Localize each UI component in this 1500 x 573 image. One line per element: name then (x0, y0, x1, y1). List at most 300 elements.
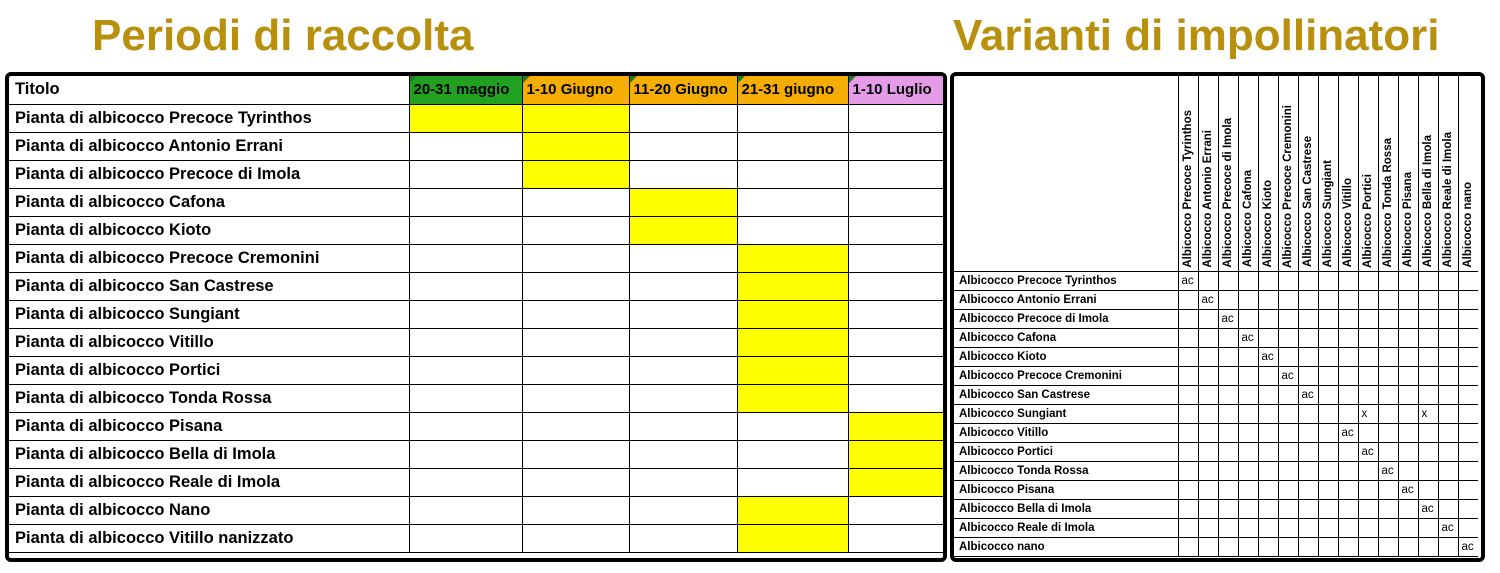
compatibility-cell (1298, 499, 1318, 518)
compatibility-cell (1358, 385, 1378, 404)
compatibility-cell (1318, 290, 1338, 309)
harvest-period-cell (629, 244, 737, 272)
compatibility-cell (1178, 385, 1198, 404)
compatibility-cell (1258, 480, 1278, 499)
compatibility-cell (1338, 404, 1358, 423)
compatibility-cell (1218, 328, 1238, 347)
compatibility-cell (1238, 537, 1258, 556)
harvest-period-cell (409, 160, 522, 188)
harvest-row (9, 440, 943, 468)
compatibility-cell (1458, 518, 1478, 537)
compatibility-cell (1318, 442, 1338, 461)
compatibility-cell (1358, 518, 1378, 537)
compatibility-cell (1378, 518, 1398, 537)
compatibility-cell (1278, 271, 1298, 290)
compatibility-cell (1198, 499, 1218, 518)
pollinator-row (954, 347, 1478, 366)
compatibility-cell: ac (1218, 309, 1238, 328)
compatibility-cell (1378, 271, 1398, 290)
harvest-period-cell (629, 384, 737, 412)
harvest-period-cell (737, 160, 848, 188)
compatibility-cell (1438, 480, 1458, 499)
harvest-period-mark (737, 524, 848, 552)
pollinator-row (954, 423, 1478, 442)
compatibility-cell (1318, 404, 1338, 423)
compatibility-cell (1398, 518, 1418, 537)
pollinator-row-label: Albicocco Precoce Cremonini (954, 366, 1178, 385)
variety-label: Pianta di albicocco Portici (9, 356, 409, 384)
harvest-period-mark (848, 440, 943, 468)
harvest-period-mark (848, 412, 943, 440)
compatibility-cell (1278, 442, 1298, 461)
harvest-period-mark (737, 496, 848, 524)
compatibility-cell (1378, 404, 1398, 423)
compatibility-cell (1378, 423, 1398, 442)
compatibility-cell (1198, 328, 1218, 347)
compatibility-cell (1278, 480, 1298, 499)
compatibility-cell (1438, 271, 1458, 290)
harvest-period-cell (848, 132, 943, 160)
pollinator-row-label: Albicocco Kioto (954, 347, 1178, 366)
compatibility-cell (1378, 480, 1398, 499)
harvest-period-cell (409, 524, 522, 552)
pollinator-column-label: Albicocco Sungiant (1321, 160, 1334, 268)
compatibility-cell (1298, 347, 1318, 366)
compatibility-cell (1198, 537, 1218, 556)
harvest-period-cell (629, 104, 737, 132)
compatibility-cell (1178, 309, 1198, 328)
harvest-period-cell (409, 384, 522, 412)
compatibility-cell (1378, 385, 1398, 404)
compatibility-cell (1298, 480, 1318, 499)
pollinator-row-label: Albicocco Precoce di Imola (954, 309, 1178, 328)
compatibility-cell (1398, 366, 1418, 385)
compatibility-cell (1458, 290, 1478, 309)
compatibility-cell (1258, 385, 1278, 404)
compatibility-cell (1418, 309, 1438, 328)
pollinator-column-label: Albicocco Cafona (1241, 170, 1254, 268)
variety-label: Pianta di albicocco Antonio Errani (9, 132, 409, 160)
compatibility-cell (1218, 347, 1238, 366)
pollinator-column-header (1338, 76, 1358, 271)
pollinator-column-label: Albicocco Pisana (1401, 172, 1414, 268)
compatibility-cell (1338, 461, 1358, 480)
compatibility-cell: ac (1358, 442, 1378, 461)
compatibility-cell (1238, 499, 1258, 518)
compatibility-cell (1258, 366, 1278, 385)
compatibility-cell (1178, 442, 1198, 461)
pollinator-column-header (1198, 76, 1218, 271)
pollinator-row-label: Albicocco Antonio Errani (954, 290, 1178, 309)
harvest-period-cell (522, 468, 629, 496)
pollinator-row (954, 271, 1478, 290)
pollinator-column-header (1178, 76, 1198, 271)
harvest-row (9, 300, 943, 328)
pollinator-column-label: Albicocco Kioto (1261, 179, 1274, 268)
compatibility-cell (1438, 366, 1458, 385)
harvest-period-cell (522, 412, 629, 440)
variety-label: Pianta di albicocco Precoce Cremonini (9, 244, 409, 272)
variety-label: Pianta di albicocco Cafona (9, 188, 409, 216)
compatibility-cell (1198, 480, 1218, 499)
harvest-period-cell (409, 188, 522, 216)
pollinator-variants-title: Varianti di impollinatori (953, 11, 1440, 60)
compatibility-cell (1238, 480, 1258, 499)
compatibility-cell (1178, 499, 1198, 518)
harvest-period-cell (522, 300, 629, 328)
harvest-period-cell (409, 272, 522, 300)
compatibility-cell (1318, 385, 1338, 404)
compatibility-cell: ac (1258, 347, 1278, 366)
compatibility-cell (1358, 366, 1378, 385)
pollinator-column-label: Albicocco Precoce Cremonini (1281, 104, 1294, 268)
compatibility-cell (1418, 328, 1438, 347)
harvest-period-cell (522, 216, 629, 244)
compatibility-cell (1418, 290, 1438, 309)
pollinator-column-header (1218, 76, 1238, 271)
variety-label: Pianta di albicocco San Castrese (9, 272, 409, 300)
compatibility-cell (1318, 480, 1338, 499)
pollinator-row-label: Albicocco Portici (954, 442, 1178, 461)
compatibility-cell (1178, 366, 1198, 385)
compatibility-cell (1198, 442, 1218, 461)
compatibility-cell (1258, 499, 1278, 518)
harvest-period-cell (409, 440, 522, 468)
harvest-period-cell (848, 356, 943, 384)
compatibility-cell (1298, 271, 1318, 290)
harvest-period-cell (522, 524, 629, 552)
compatibility-cell (1458, 328, 1478, 347)
compatibility-cell (1258, 271, 1278, 290)
harvest-period-mark (848, 468, 943, 496)
compatibility-cell (1378, 366, 1398, 385)
compatibility-cell (1298, 461, 1318, 480)
compatibility-cell (1398, 404, 1418, 423)
compatibility-cell (1358, 290, 1378, 309)
pollinator-row-label: Albicocco Tonda Rossa (954, 461, 1178, 480)
variety-label: Pianta di albicocco Kioto (9, 216, 409, 244)
variety-label: Pianta di albicocco Nano (9, 496, 409, 524)
compatibility-cell (1338, 499, 1358, 518)
harvest-period-cell (522, 188, 629, 216)
harvest-period-mark (522, 104, 629, 132)
compatibility-cell (1198, 423, 1218, 442)
compatibility-cell (1458, 499, 1478, 518)
compatibility-cell (1218, 423, 1238, 442)
pollinator-column-label: Albicocco Precoce Tyrinthos (1181, 109, 1194, 268)
pollinator-variants-table-frame (950, 72, 1485, 562)
compatibility-cell (1378, 499, 1398, 518)
compatibility-cell (1238, 442, 1258, 461)
harvest-period-mark (522, 160, 629, 188)
compatibility-cell (1318, 423, 1338, 442)
compatibility-cell (1358, 537, 1378, 556)
compatibility-cell (1458, 385, 1478, 404)
harvest-period-cell (629, 132, 737, 160)
compatibility-cell (1278, 309, 1298, 328)
variety-label: Pianta di albicocco Precoce Tyrinthos (9, 104, 409, 132)
compatibility-cell (1338, 385, 1358, 404)
compatibility-cell: ac (1278, 366, 1298, 385)
compatibility-cell (1398, 537, 1418, 556)
pollinator-column-header (1278, 76, 1298, 271)
compatibility-cell (1338, 328, 1358, 347)
compatibility-cell (1218, 366, 1238, 385)
pollinator-row-label: Albicocco Sungiant (954, 404, 1178, 423)
title-column-header: Titolo (9, 76, 409, 104)
harvest-row (9, 216, 943, 244)
compatibility-cell (1458, 347, 1478, 366)
compatibility-cell (1398, 423, 1418, 442)
compatibility-cell: ac (1458, 537, 1478, 556)
pollinator-row (954, 442, 1478, 461)
harvest-period-cell (522, 440, 629, 468)
compatibility-cell (1358, 423, 1378, 442)
compatibility-cell (1298, 423, 1318, 442)
compatibility-cell (1198, 271, 1218, 290)
harvest-period-mark (737, 244, 848, 272)
harvest-period-cell (848, 216, 943, 244)
compatibility-cell (1178, 537, 1198, 556)
harvest-row (9, 188, 943, 216)
compatibility-cell (1278, 347, 1298, 366)
compatibility-cell (1218, 290, 1238, 309)
compatibility-cell (1298, 309, 1318, 328)
compatibility-cell (1378, 328, 1398, 347)
compatibility-cell (1418, 537, 1438, 556)
compatibility-cell: ac (1178, 271, 1198, 290)
compatibility-cell (1378, 290, 1398, 309)
pollinator-column-label: Albicocco Reale di Imola (1441, 132, 1454, 268)
pollinator-column-label: Albicocco Precoce di Imola (1221, 117, 1234, 268)
harvest-period-cell (848, 160, 943, 188)
compatibility-cell (1358, 461, 1378, 480)
compatibility-cell (1338, 309, 1358, 328)
harvest-period-cell (522, 496, 629, 524)
compatibility-cell (1438, 404, 1458, 423)
compatibility-cell (1258, 309, 1278, 328)
corner-cell (954, 76, 1178, 271)
compatibility-cell (1418, 461, 1438, 480)
pollinator-column-label: Albicocco Bella di Imola (1421, 135, 1434, 268)
harvest-period-cell (522, 272, 629, 300)
compatibility-cell: ac (1378, 461, 1398, 480)
compatibility-cell (1178, 404, 1198, 423)
harvest-row (9, 160, 943, 188)
pollinator-column-header (1298, 76, 1318, 271)
pollinator-row (954, 385, 1478, 404)
harvest-period-cell (848, 496, 943, 524)
pollinator-column-label: Albicocco Portici (1361, 173, 1374, 268)
compatibility-cell (1238, 309, 1258, 328)
compatibility-cell (1458, 271, 1478, 290)
compatibility-cell (1438, 442, 1458, 461)
compatibility-cell (1198, 518, 1218, 537)
compatibility-cell: x (1418, 404, 1438, 423)
compatibility-cell (1398, 290, 1418, 309)
harvest-period-cell (848, 300, 943, 328)
harvest-period-cell (737, 216, 848, 244)
pollinator-column-header (1318, 76, 1338, 271)
period-header: 1-10 Luglio (848, 76, 943, 104)
compatibility-cell (1438, 423, 1458, 442)
harvest-row (9, 244, 943, 272)
compatibility-cell (1218, 461, 1238, 480)
variety-label: Pianta di albicocco Tonda Rossa (9, 384, 409, 412)
harvest-periods-table-frame (5, 72, 947, 562)
compatibility-cell (1398, 347, 1418, 366)
compatibility-cell (1298, 290, 1318, 309)
period-header: 21-31 giugno (737, 76, 848, 104)
pollinator-row (954, 461, 1478, 480)
compatibility-cell (1338, 271, 1358, 290)
compatibility-cell (1398, 271, 1418, 290)
compatibility-cell (1318, 366, 1338, 385)
compatibility-cell (1278, 461, 1298, 480)
compatibility-cell: ac (1198, 290, 1218, 309)
compatibility-cell: ac (1298, 385, 1318, 404)
harvest-period-cell (522, 356, 629, 384)
pollinator-row (954, 404, 1478, 423)
pollinator-column-label: Albicocco San Castrese (1301, 136, 1314, 268)
pollinator-row (954, 290, 1478, 309)
harvest-period-cell (629, 440, 737, 468)
compatibility-cell (1238, 271, 1258, 290)
compatibility-cell: ac (1338, 423, 1358, 442)
harvest-row (9, 356, 943, 384)
harvest-row (9, 328, 943, 356)
compatibility-cell (1358, 309, 1378, 328)
compatibility-cell (1298, 518, 1318, 537)
compatibility-cell (1418, 442, 1438, 461)
compatibility-cell (1458, 309, 1478, 328)
compatibility-cell (1178, 461, 1198, 480)
pollinator-column-label: Albicocco Vitillo (1341, 178, 1354, 268)
compatibility-cell (1278, 404, 1298, 423)
compatibility-cell (1398, 328, 1418, 347)
compatibility-cell (1338, 480, 1358, 499)
compatibility-cell (1398, 385, 1418, 404)
pollinator-row-label: Albicocco Vitillo (954, 423, 1178, 442)
compatibility-cell (1318, 499, 1338, 518)
harvest-period-cell (629, 356, 737, 384)
compatibility-cell (1178, 328, 1198, 347)
harvest-row (9, 412, 943, 440)
pollinator-row (954, 537, 1478, 556)
compatibility-cell (1338, 518, 1358, 537)
compatibility-cell (1318, 461, 1338, 480)
compatibility-cell (1378, 309, 1398, 328)
harvest-row (9, 272, 943, 300)
harvest-period-cell (522, 244, 629, 272)
compatibility-cell (1278, 328, 1298, 347)
compatibility-cell (1338, 537, 1358, 556)
compatibility-cell (1418, 480, 1438, 499)
compatibility-cell (1278, 537, 1298, 556)
pollinator-row (954, 328, 1478, 347)
harvest-row (9, 132, 943, 160)
pollinator-column-header (1398, 76, 1418, 271)
harvest-period-mark (737, 384, 848, 412)
harvest-period-cell (409, 356, 522, 384)
compatibility-cell (1218, 480, 1238, 499)
variety-label: Pianta di albicocco Bella di Imola (9, 440, 409, 468)
period-header: 1-10 Giugno (522, 76, 629, 104)
compatibility-cell (1458, 480, 1478, 499)
compatibility-cell (1358, 499, 1378, 518)
compatibility-cell (1218, 518, 1238, 537)
compatibility-cell (1398, 442, 1418, 461)
harvest-period-cell (629, 272, 737, 300)
harvest-period-cell (737, 412, 848, 440)
harvest-period-cell (737, 188, 848, 216)
pollinator-column-label: Albicocco nano (1461, 181, 1474, 268)
harvest-period-cell (629, 524, 737, 552)
harvest-period-cell (522, 384, 629, 412)
compatibility-cell (1238, 366, 1258, 385)
harvest-period-cell (737, 468, 848, 496)
harvest-header-row (9, 76, 943, 104)
period-header: 20-31 maggio (409, 76, 522, 104)
harvest-period-mark (629, 188, 737, 216)
compatibility-cell (1238, 423, 1258, 442)
compatibility-cell: x (1358, 404, 1378, 423)
harvest-period-cell (409, 132, 522, 160)
harvest-period-cell (848, 188, 943, 216)
pollinator-column-header (1418, 76, 1438, 271)
pollinator-row-label: Albicocco Reale di Imola (954, 518, 1178, 537)
compatibility-cell (1218, 499, 1238, 518)
compatibility-cell: ac (1398, 480, 1418, 499)
compatibility-cell (1378, 442, 1398, 461)
pollinator-row-label: Albicocco Cafona (954, 328, 1178, 347)
variety-label: Pianta di albicocco Pisana (9, 412, 409, 440)
harvest-period-cell (629, 496, 737, 524)
compatibility-cell (1258, 404, 1278, 423)
pollinator-row (954, 499, 1478, 518)
compatibility-cell (1258, 328, 1278, 347)
compatibility-cell (1418, 423, 1438, 442)
compatibility-cell (1258, 290, 1278, 309)
harvest-period-mark (409, 104, 522, 132)
harvest-period-mark (522, 132, 629, 160)
harvest-period-cell (629, 300, 737, 328)
harvest-period-cell (409, 468, 522, 496)
compatibility-cell (1178, 290, 1198, 309)
compatibility-cell (1338, 347, 1358, 366)
compatibility-cell (1238, 347, 1258, 366)
compatibility-cell (1298, 366, 1318, 385)
pollinator-row-label: Albicocco Precoce Tyrinthos (954, 271, 1178, 290)
harvest-period-mark (737, 300, 848, 328)
compatibility-cell (1258, 537, 1278, 556)
pollinator-header-row (954, 76, 1478, 271)
harvest-period-cell (737, 104, 848, 132)
harvest-row (9, 384, 943, 412)
compatibility-cell (1258, 423, 1278, 442)
compatibility-cell (1278, 423, 1298, 442)
harvest-period-cell (848, 328, 943, 356)
harvest-period-cell (848, 524, 943, 552)
compatibility-cell (1198, 461, 1218, 480)
compatibility-cell (1418, 385, 1438, 404)
compatibility-cell (1438, 347, 1458, 366)
compatibility-cell (1238, 461, 1258, 480)
compatibility-cell (1438, 537, 1458, 556)
pollinator-variants-table (954, 76, 1478, 557)
harvest-period-cell (629, 412, 737, 440)
pollinator-row-label: Albicocco Pisana (954, 480, 1178, 499)
